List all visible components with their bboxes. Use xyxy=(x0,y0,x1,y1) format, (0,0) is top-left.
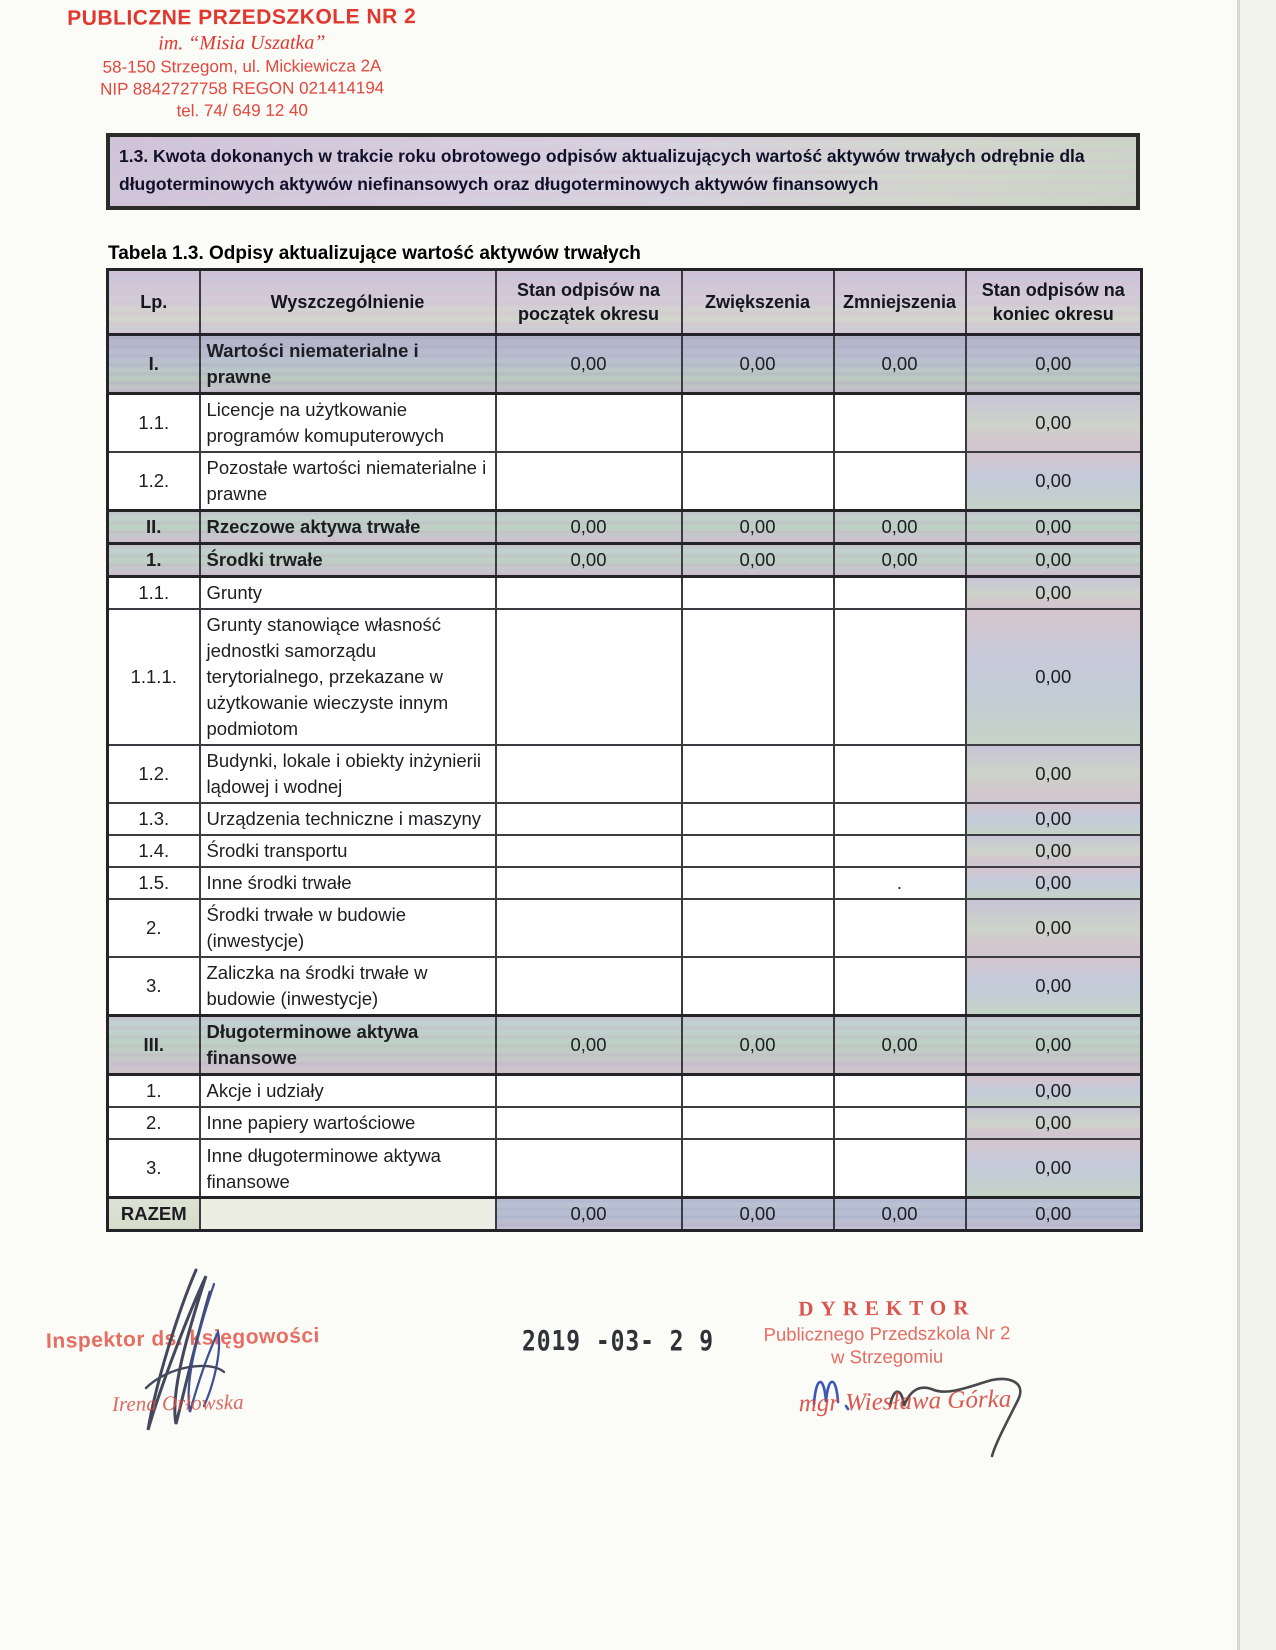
cell-lp: 1.2. xyxy=(108,745,200,803)
cell-value-start: 0,00 xyxy=(496,335,682,394)
table-row xyxy=(108,957,1142,1016)
scan-margin xyxy=(1240,0,1276,1650)
table-row xyxy=(108,544,1142,577)
cell-value-start: 0,00 xyxy=(496,1198,682,1231)
cell-value-decrease: 0,00 xyxy=(834,335,966,394)
col-header-stan-koniec: Stan odpisów na koniec okresu xyxy=(966,270,1142,335)
cell-value-start xyxy=(496,1107,682,1139)
cell-value-increase: 0,00 xyxy=(682,511,834,544)
table-row xyxy=(108,835,1142,867)
cell-value-decrease xyxy=(834,452,966,511)
cell-value-end: 0,00 xyxy=(966,577,1142,610)
table-row xyxy=(108,899,1142,957)
cell-value-end: 0,00 xyxy=(966,511,1142,544)
cell-lp: 1.2. xyxy=(108,452,200,511)
cell-value-decrease: 0,00 xyxy=(834,1016,966,1075)
cell-value-decrease xyxy=(834,1075,966,1108)
cell-value-decrease xyxy=(834,577,966,610)
cell-value-end: 0,00 xyxy=(966,544,1142,577)
cell-value-end: 0,00 xyxy=(966,1139,1142,1198)
cell-value-increase xyxy=(682,452,834,511)
table-header xyxy=(108,270,1142,335)
cell-value-start xyxy=(496,1139,682,1198)
cell-name: Akcje i udziały xyxy=(200,1075,496,1108)
cell-value-start xyxy=(496,394,682,453)
director-title: DYREKTOR xyxy=(798,1295,976,1321)
col-header-wyszczegolnienie: Wyszczególnienie xyxy=(200,270,496,335)
cell-value-end: 0,00 xyxy=(966,1016,1142,1075)
table-body xyxy=(108,335,1142,1231)
cell-lp: 1.5. xyxy=(108,867,200,899)
cell-value-decrease xyxy=(834,609,966,745)
table-row xyxy=(108,745,1142,803)
cell-value-start xyxy=(496,803,682,835)
cell-value-start xyxy=(496,1075,682,1108)
cell-lp: 3. xyxy=(108,1139,200,1198)
cell-value-start xyxy=(496,609,682,745)
cell-value-start xyxy=(496,867,682,899)
cell-lp: 1. xyxy=(108,544,200,577)
cell-value-end: 0,00 xyxy=(966,394,1142,453)
cell-lp: RAZEM xyxy=(108,1198,200,1231)
cell-value-increase xyxy=(682,835,834,867)
cell-name: Urządzenia techniczne i maszyny xyxy=(200,803,496,835)
table-row xyxy=(108,1139,1142,1198)
cell-lp: 3. xyxy=(108,957,200,1016)
cell-value-increase xyxy=(682,1139,834,1198)
cell-value-increase xyxy=(682,745,834,803)
page-edge-line xyxy=(1237,0,1240,1650)
col-header-lp: Lp. xyxy=(108,270,200,335)
cell-value-start: 0,00 xyxy=(496,544,682,577)
cell-value-decrease xyxy=(834,1139,966,1198)
cell-name: Środki trwałe xyxy=(200,544,496,577)
cell-value-decrease xyxy=(834,394,966,453)
institution-nip-regon: NIP 8842727758 REGON 021414194 xyxy=(99,78,385,100)
cell-lp: 1.1. xyxy=(108,394,200,453)
cell-value-increase: 0,00 xyxy=(682,335,834,394)
cell-value-decrease xyxy=(834,745,966,803)
cell-name xyxy=(200,1198,496,1231)
cell-value-increase xyxy=(682,394,834,453)
cell-name: Grunty xyxy=(200,577,496,610)
table-row xyxy=(108,452,1142,511)
institution-stamp xyxy=(52,5,433,122)
cell-lp: III. xyxy=(108,1016,200,1075)
table-row xyxy=(108,609,1142,745)
section-header-text: 1.3. Kwota dokonanych w trakcie roku obrotowego odpisów aktualizujących wartość aktywów trwałych odrębnie dla długoterminowych aktywów niefinansowych oraz długoterminowych aktywów finansowych xyxy=(119,146,1085,194)
cell-lp: 1.1.1. xyxy=(108,609,200,745)
table-row xyxy=(108,394,1142,453)
cell-lp: I. xyxy=(108,335,200,394)
table-title: Tabela 1.3. Odpisy aktualizujące wartość aktywów trwałych xyxy=(108,243,641,264)
cell-value-decrease: 0,00 xyxy=(834,1198,966,1231)
director-city: w Strzegomiu xyxy=(831,1345,944,1368)
cell-value-decrease: 0,00 xyxy=(834,544,966,577)
cell-lp: II. xyxy=(108,511,200,544)
cell-value-decrease xyxy=(834,803,966,835)
cell-value-increase: 0,00 xyxy=(682,544,834,577)
cell-name: Rzeczowe aktywa trwałe xyxy=(200,511,496,544)
cell-lp: 1.4. xyxy=(108,835,200,867)
cell-value-decrease: . xyxy=(834,867,966,899)
section-header-bar xyxy=(106,133,1140,210)
cell-value-end: 0,00 xyxy=(966,1075,1142,1108)
cell-value-end: 0,00 xyxy=(966,835,1142,867)
cell-value-end: 0,00 xyxy=(966,1198,1142,1231)
cell-value-end: 0,00 xyxy=(966,899,1142,957)
table-row xyxy=(108,511,1142,544)
cell-value-decrease xyxy=(834,899,966,957)
cell-lp: 2. xyxy=(108,1107,200,1139)
cell-name: Pozostałe wartości niematerialne i prawne xyxy=(200,452,496,511)
cell-value-start xyxy=(496,835,682,867)
cell-value-increase xyxy=(682,867,834,899)
cell-value-increase: 0,00 xyxy=(682,1016,834,1075)
cell-value-start xyxy=(496,957,682,1016)
col-header-stan-poczatek: Stan odpisów na początek okresu xyxy=(496,270,682,335)
cell-value-start: 0,00 xyxy=(496,511,682,544)
cell-value-decrease: 0,00 xyxy=(834,511,966,544)
table-row xyxy=(108,1016,1142,1075)
table-row xyxy=(108,1075,1142,1108)
cell-name: Środki trwałe w budowie (inwestycje) xyxy=(200,899,496,957)
cell-lp: 2. xyxy=(108,899,200,957)
cell-value-decrease xyxy=(834,957,966,1016)
col-header-zwiekszenia: Zwiększenia xyxy=(682,270,834,335)
cell-value-increase xyxy=(682,609,834,745)
cell-name: Zaliczka na środki trwałe w budowie (inwestycje) xyxy=(200,957,496,1016)
inspector-name: Irena Orłowska xyxy=(111,1389,244,1417)
cell-value-decrease xyxy=(834,1107,966,1139)
cell-name: Budynki, lokale i obiekty inżynierii lądowej i wodnej xyxy=(200,745,496,803)
cell-value-end: 0,00 xyxy=(966,609,1142,745)
cell-name: Licencje na użytkowanie programów komuputerowych xyxy=(200,394,496,453)
cell-lp: 1.1. xyxy=(108,577,200,610)
table-row xyxy=(108,803,1142,835)
cell-value-increase xyxy=(682,803,834,835)
cell-lp: 1. xyxy=(108,1075,200,1108)
cell-value-increase xyxy=(682,1075,834,1108)
inspector-title-stamp: Inspektor ds. księgowości xyxy=(45,1324,321,1353)
cell-value-increase: 0,00 xyxy=(682,1198,834,1231)
institution-name: PUBLICZNE PRZEDSZKOLE NR 2 xyxy=(67,5,417,30)
cell-value-start xyxy=(496,745,682,803)
cell-value-start: 0,00 xyxy=(496,1016,682,1075)
table-row xyxy=(108,335,1142,394)
cell-value-decrease xyxy=(834,835,966,867)
institution-patron: im. “Misia Uszatka” xyxy=(158,31,326,55)
cell-value-end: 0,00 xyxy=(966,867,1142,899)
cell-value-end: 0,00 xyxy=(966,452,1142,511)
director-name: mgr Wiesława Górka xyxy=(798,1385,1012,1418)
cell-value-end: 0,00 xyxy=(966,1107,1142,1139)
cell-value-end: 0,00 xyxy=(966,957,1142,1016)
institution-address: 58-150 Strzegom, ul. Mickiewicza 2A xyxy=(102,56,382,78)
cell-name: Inne papiery wartościowe xyxy=(200,1107,496,1139)
depreciation-table xyxy=(106,268,1143,1232)
date-stamp: 2019 -03- 2 9 xyxy=(522,1324,714,1357)
director-organization: Publicznego Przedszkola Nr 2 xyxy=(763,1322,1011,1345)
cell-value-start xyxy=(496,452,682,511)
cell-value-end: 0,00 xyxy=(966,745,1142,803)
col-header-zmniejszenia: Zmniejszenia xyxy=(834,270,966,335)
cell-value-end: 0,00 xyxy=(966,335,1142,394)
cell-name: Inne długoterminowe aktywa finansowe xyxy=(200,1139,496,1198)
cell-value-start xyxy=(496,899,682,957)
cell-value-increase xyxy=(682,577,834,610)
table-row xyxy=(108,867,1142,899)
cell-name: Środki transportu xyxy=(200,835,496,867)
cell-value-increase xyxy=(682,899,834,957)
table-row xyxy=(108,577,1142,610)
cell-lp: 1.3. xyxy=(108,803,200,835)
cell-value-start xyxy=(496,577,682,610)
cell-name: Grunty stanowiące własność jednostki samorządu terytorialnego, przekazane w użytkowanie wieczyste innym podmiotom xyxy=(200,609,496,745)
table-row xyxy=(108,1107,1142,1139)
institution-phone: tel. 74/ 649 12 40 xyxy=(176,101,308,121)
table-header-row xyxy=(108,270,1142,335)
cell-name: Długoterminowe aktywa finansowe xyxy=(200,1016,496,1075)
cell-value-end: 0,00 xyxy=(966,803,1142,835)
cell-value-increase xyxy=(682,957,834,1016)
cell-value-increase xyxy=(682,1107,834,1139)
table-row xyxy=(108,1198,1142,1231)
cell-name: Wartości niematerialne i prawne xyxy=(200,335,496,394)
cell-name: Inne środki trwałe xyxy=(200,867,496,899)
